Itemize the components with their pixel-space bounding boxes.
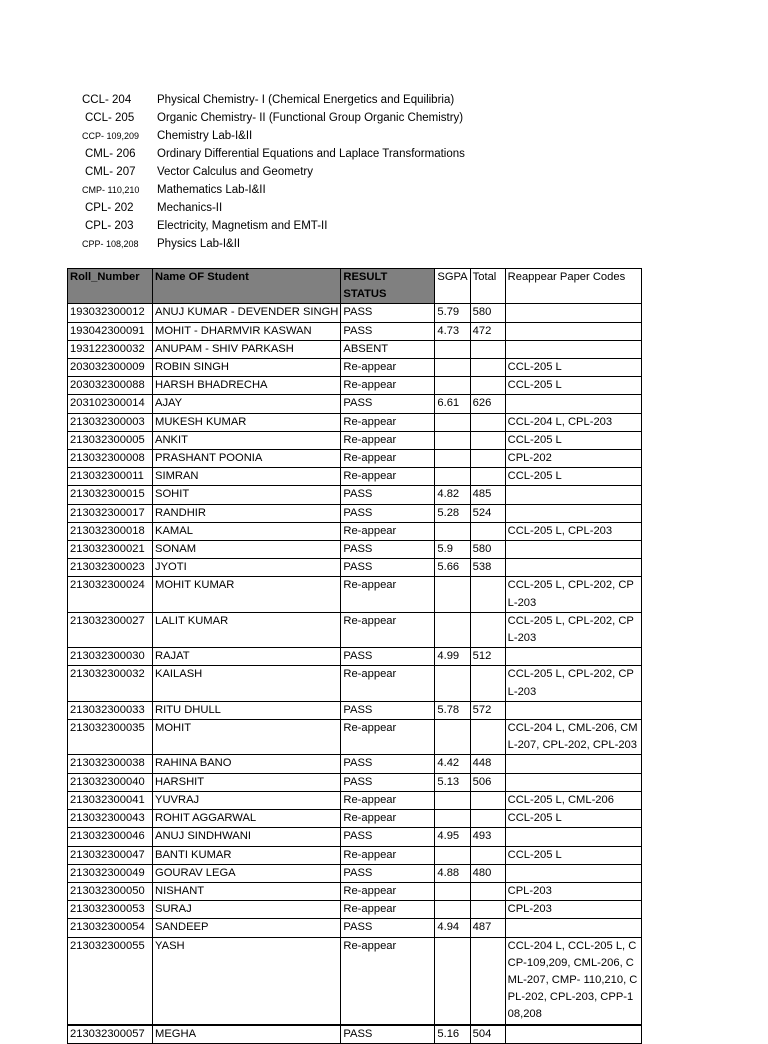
table-row	[68, 720, 642, 755]
legend-description: Physics Lab-I&II	[157, 238, 241, 250]
reappear-codes-cell	[505, 395, 641, 413]
reappear-codes-cell: CCL-205 L	[505, 377, 641, 395]
total-cell	[470, 577, 505, 612]
total-cell	[470, 810, 505, 828]
roll-number-cell: 213032300046	[68, 828, 153, 846]
result-status-cell: PASS	[341, 304, 435, 322]
sgpa-cell	[435, 359, 470, 377]
sgpa-cell: 5.78	[435, 701, 470, 719]
paper-code-legend	[82, 91, 465, 253]
reappear-codes-cell: CCL-205 L	[505, 431, 641, 449]
student-name-cell: HARSHIT	[153, 773, 341, 791]
table-row	[68, 1025, 642, 1044]
student-name-cell: AJAY	[153, 395, 341, 413]
roll-number-cell: 213032300008	[68, 450, 153, 468]
reappear-codes-cell: CCL-205 L	[505, 359, 641, 377]
roll-number-cell: 213032300017	[68, 504, 153, 522]
sgpa-cell	[435, 612, 470, 647]
roll-number-cell: 213032300047	[68, 846, 153, 864]
legend-code: CCL- 204	[82, 94, 132, 106]
reappear-codes-cell	[505, 755, 641, 773]
reappear-codes-cell: CCL-205 L, CPL-202, CPL-203	[505, 612, 641, 647]
reappear-codes-cell	[505, 919, 641, 937]
result-status-cell: PASS	[341, 322, 435, 340]
total-cell	[470, 937, 505, 1025]
student-name-cell: RAHINA BANO	[153, 755, 341, 773]
sgpa-cell: 5.79	[435, 304, 470, 322]
sgpa-cell	[435, 522, 470, 540]
student-name-cell: JYOTI	[153, 559, 341, 577]
result-status-cell: Re-appear	[341, 846, 435, 864]
table-row	[68, 522, 642, 540]
legend-description: Electricity, Magnetism and EMT-II	[157, 220, 328, 232]
reappear-codes-cell	[505, 304, 641, 322]
roll-number-cell: 213032300030	[68, 648, 153, 666]
result-status-cell: PASS	[341, 648, 435, 666]
result-status-cell: PASS	[341, 755, 435, 773]
roll-number-cell: 213032300011	[68, 468, 153, 486]
table-row	[68, 559, 642, 577]
student-name-cell: KAMAL	[153, 522, 341, 540]
student-name-cell: ANUJ KUMAR - DEVENDER SINGH	[153, 304, 341, 322]
result-status-cell: Re-appear	[341, 791, 435, 809]
result-status-cell: PASS	[341, 486, 435, 504]
sgpa-cell	[435, 450, 470, 468]
reappear-codes-cell	[505, 322, 641, 340]
roll-number-cell: 213032300041	[68, 791, 153, 809]
result-status-cell: PASS	[341, 395, 435, 413]
reappear-codes-cell	[505, 648, 641, 666]
legend-item	[82, 91, 465, 109]
result-status-cell: ABSENT	[341, 340, 435, 358]
table-row	[68, 648, 642, 666]
total-cell: 506	[470, 773, 505, 791]
reappear-codes-cell: CCL-205 L	[505, 810, 641, 828]
sgpa-cell	[435, 340, 470, 358]
reappear-codes-cell: CCL-204 L, CCL-205 L, CCP-109,209, CML-206, CML-207, CMP- 110,210, CPL-202, CPL-203, CPP-108,208	[505, 937, 641, 1025]
result-status-cell: Re-appear	[341, 450, 435, 468]
legend-code: CML- 207	[85, 166, 136, 178]
roll-number-cell: 213032300021	[68, 541, 153, 559]
reappear-codes-cell: CCL-204 L, CPL-203	[505, 413, 641, 431]
result-status-cell: Re-appear	[341, 882, 435, 900]
roll-number-cell: 203032300088	[68, 377, 153, 395]
roll-number-cell: 213032300040	[68, 773, 153, 791]
table-row	[68, 791, 642, 809]
sgpa-cell	[435, 810, 470, 828]
result-status-cell: Re-appear	[341, 431, 435, 449]
reappear-codes-cell: CCL-205 L, CPL-202, CPL-203	[505, 577, 641, 612]
legend-description: Mathematics Lab-I&II	[157, 184, 266, 196]
legend-item	[82, 217, 465, 235]
legend-code: CPP- 108,208	[82, 239, 139, 249]
student-name-cell: KAILASH	[153, 666, 341, 701]
roll-number-cell: 213032300049	[68, 864, 153, 882]
student-name-cell: ANUPAM - SHIV PARKASH	[153, 340, 341, 358]
table-row	[68, 413, 642, 431]
table-row	[68, 666, 642, 701]
legend-description: Chemistry Lab-I&II	[157, 130, 253, 142]
student-name-cell: BANTI KUMAR	[153, 846, 341, 864]
table-row	[68, 322, 642, 340]
total-cell	[470, 882, 505, 900]
total-cell	[470, 468, 505, 486]
roll-number-cell: 213032300053	[68, 901, 153, 919]
table-row	[68, 937, 642, 1025]
result-status-cell: PASS	[341, 864, 435, 882]
result-status-cell: Re-appear	[341, 720, 435, 755]
result-status-cell: Re-appear	[341, 413, 435, 431]
result-status-cell: Re-appear	[341, 577, 435, 612]
total-cell: 480	[470, 864, 505, 882]
student-name-cell: ROBIN SINGH	[153, 359, 341, 377]
student-name-cell: RAJAT	[153, 648, 341, 666]
student-name-cell: MOHIT - DHARMVIR KASWAN	[153, 322, 341, 340]
total-cell: 580	[470, 541, 505, 559]
reappear-codes-cell: CPL-203	[505, 882, 641, 900]
total-cell: 572	[470, 701, 505, 719]
legend-code: CPL- 202	[85, 202, 134, 214]
student-name-cell: MOHIT KUMAR	[153, 577, 341, 612]
student-name-cell: ANKIT	[153, 431, 341, 449]
total-cell	[470, 377, 505, 395]
table-row	[68, 304, 642, 322]
result-status-cell: PASS	[341, 919, 435, 937]
student-name-cell: MOHIT	[153, 720, 341, 755]
header-reappear-codes: Reappear Paper Codes	[505, 269, 641, 304]
legend-item	[82, 199, 465, 217]
result-status-cell: PASS	[341, 559, 435, 577]
legend-item	[82, 145, 465, 163]
roll-number-cell: 213032300035	[68, 720, 153, 755]
sgpa-cell	[435, 882, 470, 900]
legend-code: CML- 206	[85, 148, 136, 160]
total-cell: 504	[470, 1025, 505, 1044]
student-name-cell: GOURAV LEGA	[153, 864, 341, 882]
student-name-cell: SANDEEP	[153, 919, 341, 937]
student-name-cell: PRASHANT POONIA	[153, 450, 341, 468]
legend-item	[82, 127, 465, 145]
roll-number-cell: 193032300012	[68, 304, 153, 322]
legend-item	[82, 181, 465, 199]
sgpa-cell	[435, 413, 470, 431]
student-name-cell: RITU DHULL	[153, 701, 341, 719]
table-row	[68, 773, 642, 791]
sgpa-cell	[435, 937, 470, 1025]
legend-item	[82, 109, 465, 127]
student-name-cell: ROHIT AGGARWAL	[153, 810, 341, 828]
result-status-cell: Re-appear	[341, 377, 435, 395]
result-status-cell: Re-appear	[341, 937, 435, 1025]
sgpa-cell: 4.95	[435, 828, 470, 846]
total-cell: 538	[470, 559, 505, 577]
result-status-cell: Re-appear	[341, 468, 435, 486]
header-roll-number: Roll_Number	[68, 269, 153, 304]
reappear-codes-cell	[505, 864, 641, 882]
table-row	[68, 828, 642, 846]
roll-number-cell: 213032300043	[68, 810, 153, 828]
table-row	[68, 810, 642, 828]
sgpa-cell: 5.28	[435, 504, 470, 522]
roll-number-cell: 203032300009	[68, 359, 153, 377]
legend-code: CCP- 109,209	[82, 131, 140, 141]
results-table	[67, 268, 642, 1044]
table-row	[68, 395, 642, 413]
roll-number-cell: 213032300054	[68, 919, 153, 937]
sgpa-cell	[435, 666, 470, 701]
roll-number-cell: 193042300091	[68, 322, 153, 340]
total-cell	[470, 413, 505, 431]
table-row	[68, 450, 642, 468]
total-cell: 472	[470, 322, 505, 340]
table-header-row	[68, 269, 642, 304]
table-row	[68, 701, 642, 719]
sgpa-cell: 5.16	[435, 1025, 470, 1044]
sgpa-cell	[435, 468, 470, 486]
legend-code: CPL- 203	[85, 220, 134, 232]
reappear-codes-cell	[505, 559, 641, 577]
roll-number-cell: 213032300003	[68, 413, 153, 431]
reappear-codes-cell	[505, 701, 641, 719]
sgpa-cell: 5.13	[435, 773, 470, 791]
reappear-codes-cell	[505, 340, 641, 358]
total-cell: 485	[470, 486, 505, 504]
result-status-cell: Re-appear	[341, 612, 435, 647]
reappear-codes-cell: CCL-205 L	[505, 468, 641, 486]
table-row	[68, 340, 642, 358]
sgpa-cell: 5.9	[435, 541, 470, 559]
total-cell: 512	[470, 648, 505, 666]
result-status-cell: Re-appear	[341, 522, 435, 540]
legend-description: Vector Calculus and Geometry	[157, 166, 313, 178]
result-status-cell: PASS	[341, 828, 435, 846]
roll-number-cell: 213032300018	[68, 522, 153, 540]
roll-number-cell: 203102300014	[68, 395, 153, 413]
table-row	[68, 431, 642, 449]
total-cell: 524	[470, 504, 505, 522]
student-name-cell: LALIT KUMAR	[153, 612, 341, 647]
roll-number-cell: 213032300033	[68, 701, 153, 719]
roll-number-cell: 193122300032	[68, 340, 153, 358]
sgpa-cell	[435, 720, 470, 755]
table-row	[68, 864, 642, 882]
result-status-cell: PASS	[341, 701, 435, 719]
student-name-cell: MUKESH KUMAR	[153, 413, 341, 431]
legend-code: CCL- 205	[85, 112, 135, 124]
roll-number-cell: 213032300023	[68, 559, 153, 577]
legend-description: Ordinary Differential Equations and Laplace Transformations	[157, 148, 465, 160]
student-name-cell: YASH	[153, 937, 341, 1025]
reappear-codes-cell	[505, 541, 641, 559]
result-status-cell: Re-appear	[341, 359, 435, 377]
header-sgpa: SGPA	[435, 269, 470, 304]
sgpa-cell	[435, 846, 470, 864]
sgpa-cell: 4.73	[435, 322, 470, 340]
sgpa-cell: 4.88	[435, 864, 470, 882]
table-row	[68, 486, 642, 504]
reappear-codes-cell: CCL-204 L, CML-206, CML-207, CPL-202, CPL-203	[505, 720, 641, 755]
legend-description: Physical Chemistry- I (Chemical Energetics and Equilibria)	[157, 94, 455, 106]
total-cell	[470, 720, 505, 755]
total-cell	[470, 612, 505, 647]
sgpa-cell: 4.99	[435, 648, 470, 666]
reappear-codes-cell: CCL-205 L, CPL-203	[505, 522, 641, 540]
sgpa-cell	[435, 377, 470, 395]
reappear-codes-cell	[505, 504, 641, 522]
result-status-cell: PASS	[341, 1025, 435, 1044]
table-row	[68, 504, 642, 522]
table-row	[68, 577, 642, 612]
reappear-codes-cell	[505, 1025, 641, 1044]
sgpa-cell: 6.61	[435, 395, 470, 413]
total-cell	[470, 846, 505, 864]
student-name-cell: SOHIT	[153, 486, 341, 504]
result-status-cell: PASS	[341, 773, 435, 791]
total-cell: 580	[470, 304, 505, 322]
student-name-cell: RANDHIR	[153, 504, 341, 522]
sgpa-cell	[435, 431, 470, 449]
sgpa-cell: 4.42	[435, 755, 470, 773]
result-status-cell: Re-appear	[341, 810, 435, 828]
table-row	[68, 846, 642, 864]
result-status-cell: PASS	[341, 541, 435, 559]
table-row	[68, 612, 642, 647]
result-status-cell: PASS	[341, 504, 435, 522]
reappear-codes-cell: CCL-205 L, CML-206	[505, 791, 641, 809]
total-cell	[470, 340, 505, 358]
legend-code: CMP- 110,210	[82, 185, 140, 195]
roll-number-cell: 213032300015	[68, 486, 153, 504]
table-row	[68, 882, 642, 900]
total-cell: 487	[470, 919, 505, 937]
total-cell	[470, 901, 505, 919]
total-cell	[470, 431, 505, 449]
student-name-cell: SONAM	[153, 541, 341, 559]
roll-number-cell: 213032300057	[68, 1025, 153, 1044]
student-name-cell: YUVRAJ	[153, 791, 341, 809]
total-cell: 626	[470, 395, 505, 413]
header-student-name: Name OF Student	[153, 269, 341, 304]
total-cell: 493	[470, 828, 505, 846]
legend-item	[82, 163, 465, 181]
sgpa-cell	[435, 791, 470, 809]
total-cell	[470, 522, 505, 540]
reappear-codes-cell	[505, 773, 641, 791]
table-row	[68, 755, 642, 773]
legend-item	[82, 235, 465, 253]
roll-number-cell: 213032300032	[68, 666, 153, 701]
sgpa-cell	[435, 901, 470, 919]
roll-number-cell: 213032300055	[68, 937, 153, 1025]
sgpa-cell	[435, 577, 470, 612]
student-name-cell: SURAJ	[153, 901, 341, 919]
sgpa-cell: 4.94	[435, 919, 470, 937]
total-cell	[470, 450, 505, 468]
roll-number-cell: 213032300050	[68, 882, 153, 900]
legend-description: Mechanics-II	[157, 202, 223, 214]
table-row	[68, 541, 642, 559]
table-row	[68, 377, 642, 395]
student-name-cell: NISHANT	[153, 882, 341, 900]
student-name-cell: HARSH BHADRECHA	[153, 377, 341, 395]
reappear-codes-cell	[505, 486, 641, 504]
sgpa-cell: 5.66	[435, 559, 470, 577]
total-cell	[470, 359, 505, 377]
result-status-cell: Re-appear	[341, 666, 435, 701]
student-name-cell: ANUJ SINDHWANI	[153, 828, 341, 846]
total-cell: 448	[470, 755, 505, 773]
header-total: Total	[470, 269, 505, 304]
roll-number-cell: 213032300024	[68, 577, 153, 612]
result-status-cell: Re-appear	[341, 901, 435, 919]
reappear-codes-cell	[505, 828, 641, 846]
student-name-cell: SIMRAN	[153, 468, 341, 486]
total-cell	[470, 791, 505, 809]
reappear-codes-cell: CPL-202	[505, 450, 641, 468]
roll-number-cell: 213032300038	[68, 755, 153, 773]
table-row	[68, 359, 642, 377]
total-cell	[470, 666, 505, 701]
student-name-cell: MEGHA	[153, 1025, 341, 1044]
roll-number-cell: 213032300005	[68, 431, 153, 449]
reappear-codes-cell: CCL-205 L, CPL-202, CPL-203	[505, 666, 641, 701]
table-row	[68, 468, 642, 486]
table-row	[68, 919, 642, 937]
sgpa-cell: 4.82	[435, 486, 470, 504]
table-row	[68, 901, 642, 919]
roll-number-cell: 213032300027	[68, 612, 153, 647]
legend-description: Organic Chemistry- II (Functional Group Organic Chemistry)	[157, 112, 464, 124]
reappear-codes-cell: CCL-205 L	[505, 846, 641, 864]
reappear-codes-cell: CPL-203	[505, 901, 641, 919]
header-result-status: RESULT STATUS	[341, 269, 435, 304]
